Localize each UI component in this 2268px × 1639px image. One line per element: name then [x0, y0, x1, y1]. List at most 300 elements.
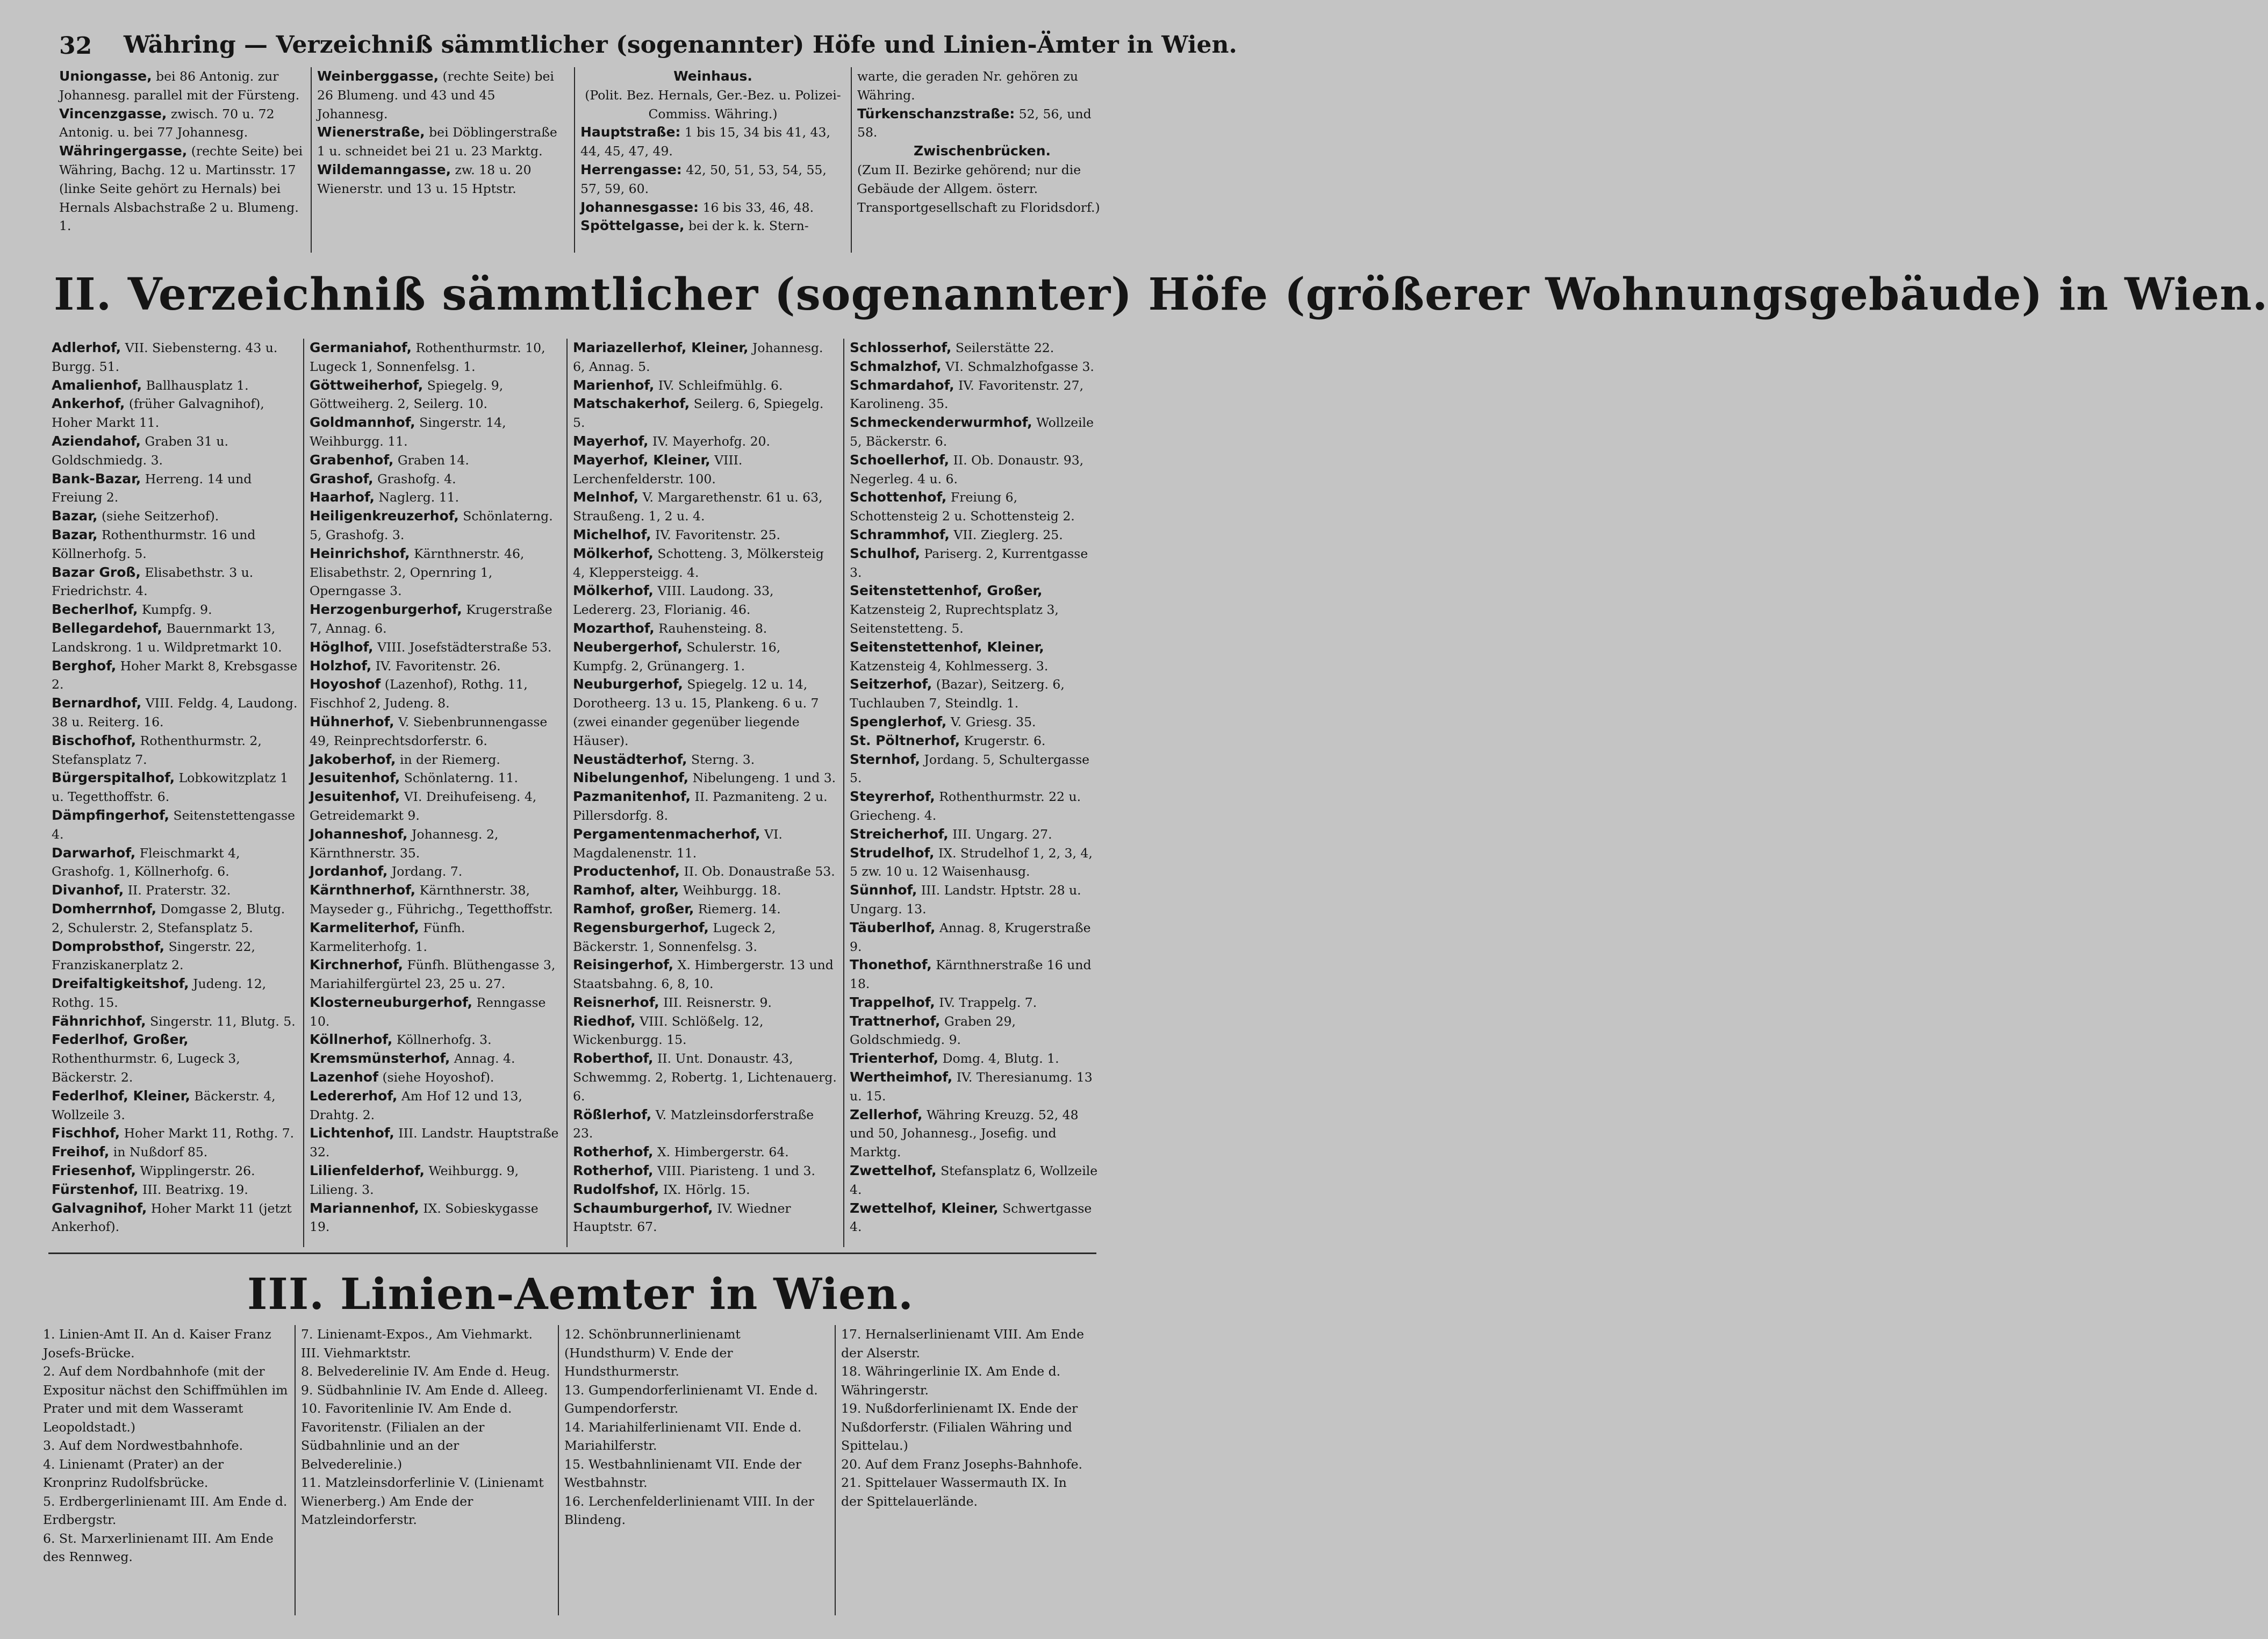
entry — [59, 67, 305, 105]
entry-name: Friesenhof, — [52, 1163, 136, 1179]
entry-text: IV. Mayerhofg. 20. — [652, 433, 770, 449]
entry — [580, 67, 845, 86]
entry-text: Fleischmarkt 4, Grashofg. 1, Köllnerhofg. 6. — [52, 845, 240, 879]
entry-text: Weihburgg. 18. — [683, 883, 781, 898]
entry — [573, 619, 838, 638]
entry-text: Johannesg. 6, Annag. 5. — [573, 340, 823, 374]
entry-name: Galvagnihof, — [52, 1200, 147, 1216]
page-header — [59, 31, 1237, 69]
entry-name: Jesuitenhof, — [310, 770, 400, 786]
entry — [52, 881, 298, 900]
entry-name: Türkenschanzstraße: — [857, 105, 1015, 121]
entry-text: II. Praterstr. 32. — [127, 883, 231, 898]
entry-text: (Lazenhof), Rothg. 11, Fischhof 2, Judeng. 8. — [310, 677, 528, 711]
entry — [850, 732, 1100, 750]
entry — [573, 750, 838, 769]
entry-name: Trappelhof, — [850, 994, 935, 1010]
entry — [310, 600, 561, 638]
entry — [573, 919, 838, 956]
entry-text: Schönlaterng. 5, Grashofg. 3. — [310, 509, 553, 542]
line-office-entry: 5. Erdbergerlinienamt III. Am Ende d. Erdbergstr. — [43, 1493, 288, 1527]
entry-text: Rothenthurmstr. 2, Stefansplatz 7. — [52, 733, 262, 767]
line-office-entry: 10. Favoritenlinie IV. Am Ende d. Favoritenstr. (Filialen an der Südbahnlinie und an der Belvederelinie.) — [301, 1401, 512, 1472]
entry-name: Johanneshof, — [310, 826, 408, 842]
entry-text: Bauernmarkt 13, Landskrong. 1 u. Wildpretmarkt 10. — [52, 620, 282, 655]
entry — [52, 732, 298, 769]
entry-text: Rothenthurmstr. 6, Lugeck 3, Bäckerstr. 2. — [52, 1051, 240, 1085]
line-office-entry: 15. Westbahnlinienamt VII. Ende der Westbahnstr. — [564, 1456, 802, 1490]
entry — [573, 488, 838, 526]
entry — [310, 339, 561, 376]
entry — [573, 1049, 838, 1105]
line-office-entry: 16. Lerchenfelderlinienamt VIII. In der Blindeng. — [564, 1493, 814, 1527]
entry-text: IV. Favoritenstr. 25. — [655, 527, 780, 542]
entry-text: VIII. Josefstädterstraße 53. — [377, 639, 552, 655]
entry-name: Bank-Bazar, — [52, 470, 141, 486]
entry-name: Schrammhof, — [850, 526, 950, 542]
entry-text: V. Siebenbrunnengasse 49, Reinprechtsdorferstr. 6. — [310, 714, 548, 748]
entry-text: Herreng. 14 und Freiung 2. — [52, 471, 252, 505]
entry-name: Karmeliterhof, — [310, 919, 419, 935]
entry — [52, 526, 298, 563]
entry-text: VIII. Piaristeng. 1 und 3. — [657, 1163, 815, 1179]
entry — [573, 545, 838, 582]
entry-text: (Polit. Bez. Hernals, Ger.-Bez. u. Polizei-Commiss. Währing.) — [585, 87, 841, 121]
entry — [573, 900, 838, 919]
entry — [850, 357, 1100, 376]
entry-text: Rothenthurmstr. 10, Lugeck 1, Sonnenfelsg. 1. — [310, 340, 546, 374]
entry-text: (rechte Seite) bei 26 Blumeng. und 43 und 45 Johannesg. — [317, 69, 554, 121]
entry — [310, 507, 561, 545]
entry-name: Kirchnerhof, — [310, 957, 403, 973]
entry-text: Wollzeile 5, Bäckerstr. 6. — [850, 415, 1094, 449]
entry-text: (Zum II. Bezirke gehörend; nur die Gebäude der Allgem. österr. Transportgesellschaft zu Floridsdorf.) — [857, 162, 1100, 215]
entry — [857, 161, 1107, 217]
entry-text: (früher Galvagnihof), Hoher Markt 11. — [52, 396, 264, 431]
entry-text: Schotteng. 3, Mölkersteig 4, Kleppersteigg. 4. — [573, 546, 824, 580]
entry-name: Germaniahof, — [310, 340, 412, 355]
entry-name: Zwettelhof, Kleiner, — [850, 1200, 999, 1216]
entry — [310, 675, 561, 713]
entry-name: Jakoberhof, — [310, 751, 396, 767]
entry-name: Bazar, — [52, 508, 98, 524]
entry — [573, 675, 838, 750]
entry — [850, 844, 1100, 882]
entry — [310, 638, 561, 657]
entry-name: Fähnrichhof, — [52, 1013, 146, 1029]
entry-text: Singerstr. 14, Weihburgg. 11. — [310, 415, 506, 449]
entry — [573, 376, 838, 395]
entry-text: Ballhausplatz 1. — [146, 377, 249, 393]
page-number: 32 — [59, 32, 92, 60]
column-2 — [304, 339, 568, 1247]
entry-text: Nibelungeng. 1 und 3. — [692, 770, 836, 786]
entry-name: Fischhof, — [52, 1125, 120, 1141]
entry-text: VII. Siebensterng. 43 u. Burgg. 51. — [52, 340, 278, 374]
entry-name: Schottenhof, — [850, 489, 947, 505]
column-4 — [844, 339, 1105, 1247]
entry — [573, 1199, 838, 1237]
entry-name: Mölkerhof, — [573, 545, 654, 561]
entry — [52, 470, 298, 507]
entry-name: Michelhof, — [573, 526, 651, 542]
entry-name: Becherlhof, — [52, 602, 138, 618]
entry-name: Lilienfelderhof, — [310, 1163, 425, 1179]
entry — [850, 713, 1100, 732]
entry-name: Aziendahof, — [52, 433, 141, 449]
line-office-entry: 9. Südbahnlinie IV. Am Ende d. Alleeg. — [301, 1382, 548, 1398]
entry-name: Schmalzhof, — [850, 358, 942, 374]
entry-text: VIII. Lerchenfelderstr. 100. — [573, 452, 743, 486]
entry-text: Judeng. 12, Rothg. 15. — [52, 976, 267, 1010]
entry-text: Seilerstätte 22. — [955, 340, 1054, 355]
entry-name: St. Pöltnerhof, — [850, 732, 960, 748]
entry-text: II. Pazmaniteng. 2 u. Pillersdorfg. 8. — [573, 789, 828, 823]
line-office-entry: 2. Auf dem Nordbahnhofe (mit der Expositur nächst den Schiffmühlen im Prater und mit dem Wasseramt Leopoldstadt.) — [43, 1364, 288, 1435]
entry-text: X. Himbergerstr. 13 und Staatsbahng. 6, 8, 10. — [573, 957, 834, 992]
entry-name: Hauptstraße: — [580, 124, 681, 140]
entry-name: Ramhof, großer, — [573, 900, 694, 917]
entry — [52, 806, 298, 844]
entry — [573, 451, 838, 489]
entry — [850, 1199, 1100, 1237]
entry — [310, 451, 561, 470]
entry — [310, 1049, 561, 1068]
entry — [310, 713, 561, 750]
entry — [573, 1180, 838, 1199]
entry-text: II. Ob. Donaustraße 53. — [684, 864, 835, 879]
entry — [310, 862, 561, 881]
entry-text: (Bazar), Seitzerg. 6, Tuchlauben 7, Steindlg. 1. — [850, 677, 1065, 711]
entry — [573, 788, 838, 825]
entry-text: Riemerg. 14. — [698, 901, 781, 917]
entry — [52, 657, 298, 695]
entry — [52, 563, 298, 601]
entry-text: Renngasse 10. — [310, 994, 546, 1029]
entry — [310, 1087, 561, 1125]
entry-name: Spenglerhof, — [850, 713, 947, 729]
entry-name: Marienhof, — [573, 377, 655, 393]
entry-text: Seilerg. 6, Spiegelg. 5. — [573, 396, 824, 431]
entry-text: Spiegelg. 9, Göttweiherg. 2, Seilerg. 10. — [310, 377, 504, 412]
entry — [580, 123, 845, 161]
entry-name: Mayerhof, — [573, 433, 649, 449]
entry-name: Sternhof, — [850, 751, 921, 767]
entry-text: Johannesg. 2, Kärnthnerstr. 35. — [310, 826, 499, 861]
entry — [52, 844, 298, 882]
entry-text: V. Griesg. 35. — [950, 714, 1036, 729]
entry-name: Grashof, — [310, 470, 374, 486]
entry — [52, 376, 298, 395]
entry — [310, 470, 561, 489]
entry-text: Singerstr. 11, Blutg. 5. — [150, 1013, 296, 1029]
entry-name: Täuberlhof, — [850, 919, 936, 935]
entry-text: 42, 50, 51, 53, 54, 55, 57, 59, 60. — [580, 162, 827, 196]
entry-name: Jesuitenhof, — [310, 789, 400, 805]
entry-text: X. Himbergerstr. 64. — [657, 1144, 789, 1160]
entry-text: Kärnthnerstr. 38, Mayseder g., Führichg., Tegetthoffstr. — [310, 883, 553, 917]
entry-text: IX. Strudelhof 1, 2, 3, 4, 5 zw. 10 u. 12 Waisenhausg. — [850, 845, 1093, 879]
entry-name: Freihof, — [52, 1144, 110, 1160]
entry-name: Reisingerhof, — [573, 957, 674, 973]
entry-name: Mariannenhof, — [310, 1200, 419, 1216]
entry — [580, 86, 845, 124]
entry-name: Uniongasse, — [59, 68, 152, 84]
entry-text: III. Ungarg. 27. — [952, 826, 1052, 842]
entry-text: Wipplingerstr. 26. — [140, 1163, 255, 1179]
entry — [310, 956, 561, 993]
entry-name: Fürstenhof, — [52, 1181, 139, 1197]
entry-text: 52, 56, und 58. — [857, 106, 1092, 140]
entry — [573, 339, 838, 376]
entry-name: Streicherhof, — [850, 826, 949, 842]
entry — [850, 993, 1100, 1012]
entry-text: Jordang. 5, Schultergasse 5. — [850, 751, 1090, 786]
entry-text: Lugeck 2, Bäckerstr. 1, Sonnenfelsg. 3. — [573, 920, 776, 954]
entry — [850, 638, 1100, 676]
entry-name: Matschakerhof, — [573, 396, 690, 412]
entry-text: IV. Favoritenstr. 27, Karolineng. 35. — [850, 377, 1084, 412]
entry-text: Domg. 4, Blutg. 1. — [942, 1051, 1059, 1067]
entry-text: zwisch. 70 u. 72 Antonig. u. bei 77 Johannesg. — [59, 106, 275, 140]
entry — [310, 657, 561, 676]
subheading: Weinhaus. — [673, 68, 752, 84]
entry — [573, 993, 838, 1012]
entry-text: VIII. Laudong. 33, Ledererg. 23, Florianig. 46. — [573, 583, 774, 618]
entry — [52, 1087, 298, 1125]
entry-name: Klosterneuburgerhof, — [310, 994, 472, 1010]
entry-name: Ledererhof, — [310, 1087, 398, 1104]
entry — [310, 769, 561, 788]
entry — [573, 825, 838, 863]
entry — [573, 1162, 838, 1180]
entry-text: (siehe Seitzerhof). — [101, 509, 219, 524]
entry-text: VIII. Feldg. 4, Laudong. 38 u. Reiterg. 16. — [52, 696, 298, 729]
entry — [850, 1012, 1100, 1050]
entry — [52, 395, 298, 432]
entry — [52, 769, 298, 806]
entry — [850, 488, 1100, 526]
entry — [573, 862, 838, 881]
section-2-title: II. Verzeichniß sämmtlicher (sogenannter) Höfe (größerer Wohnungsgebäude) in Wien. — [54, 269, 2268, 320]
entry-name: Bischofhof, — [52, 732, 137, 748]
entry-text: bei der k. k. Stern- — [688, 218, 809, 234]
entry-name: Johannesgasse: — [580, 199, 699, 215]
entry — [52, 1012, 298, 1031]
entry-name: Bazar, — [52, 526, 98, 542]
entry-text: Graben 29, Goldschmiedg. 9. — [850, 1013, 1016, 1048]
running-head: Währing — Verzeichniß sämmtlicher (sogenannter) Höfe und Linien-Ämter in Wien. — [124, 31, 1237, 59]
entry-name: Schmardahof, — [850, 377, 954, 393]
entry — [850, 919, 1100, 956]
line-office-entry: 14. Mariahilferlinienamt VII. Ende d. Mariahilferstr. — [564, 1419, 802, 1453]
entry — [850, 339, 1100, 357]
entry — [59, 105, 305, 142]
entry-text: 16 bis 33, 46, 48. — [702, 199, 814, 215]
entry — [857, 67, 1107, 105]
entry-text: Katzensteig 2, Ruprechtsplatz 3, Seitenstetteng. 5. — [850, 602, 1059, 636]
entry-name: Divanhof, — [52, 882, 124, 898]
entry-name: Lazenhof — [310, 1069, 378, 1085]
entry-text: Elisabethstr. 3 u. Friedrichstr. 4. — [52, 564, 254, 599]
line-office-entry: 6. St. Marxerlinienamt III. Am Ende des Rennweg. — [43, 1530, 274, 1564]
entry — [52, 432, 298, 470]
line-offices-section — [43, 1325, 1096, 1615]
entry — [52, 619, 298, 657]
entry — [317, 123, 569, 161]
entry-name: Bernardhof, — [52, 695, 142, 711]
entry-name: Federlhof, Großer, — [52, 1032, 189, 1048]
column-2 — [296, 1325, 559, 1615]
entry-name: Domprobsthof, — [52, 938, 165, 954]
entry-text: (rechte Seite) bei Währing, Bachg. 12 u. Martinsstr. 17 (linke Seite gehört zu Hernals) bei Hernals Alsbachstraße 2 u. Blumeng. 1. — [59, 144, 303, 234]
entry-name: Grabenhof, — [310, 452, 394, 468]
entry-name: Darwarhof, — [52, 844, 136, 861]
entry-name: Mölkerhof, — [573, 583, 654, 599]
entry — [317, 67, 569, 123]
entry-name: Adlerhof, — [52, 340, 121, 355]
entry-text: VI. Magdalenenstr. 11. — [573, 826, 783, 861]
entry-name: Mayerhof, Kleiner, — [573, 452, 710, 468]
entry-text: IV. Wiedner Hauptstr. 67. — [573, 1200, 791, 1235]
entry — [857, 105, 1107, 142]
entry-text: IV. Schleifmühlg. 6. — [658, 377, 783, 393]
entry-name: Schulhof, — [850, 545, 920, 561]
entry-name: Wildemanngasse, — [317, 161, 451, 177]
entry-text: Schönlaterng. 11. — [404, 770, 518, 786]
entry-name: Mariazellerhof, Kleiner, — [573, 340, 749, 355]
entry-name: Seitenstettenhof, Kleiner, — [850, 639, 1044, 655]
line-office-entry: 11. Matzleinsdorferlinie V. (Linienamt Wienerberg.) Am Ende der Matzleindorferstr. — [301, 1475, 544, 1527]
courts-section — [52, 339, 1105, 1247]
entry — [850, 1049, 1100, 1068]
entry-name: Amalienhof, — [52, 377, 142, 393]
entry — [850, 451, 1100, 489]
entry-name: Thonethof, — [850, 957, 932, 973]
entry — [310, 825, 561, 863]
entry — [573, 638, 838, 676]
entry — [52, 1180, 298, 1199]
entry-name: Holzhof, — [310, 657, 372, 674]
entry-text: Weihburgg. 9, Lilieng. 3. — [310, 1163, 519, 1197]
entry-text: Sterng. 3. — [691, 751, 755, 767]
entry — [52, 937, 298, 975]
line-office-entry: 12. Schönbrunnerlinienamt (Hundsthurm) V. Ende der Hundsthurmerstr. — [564, 1327, 741, 1379]
entry — [850, 750, 1100, 788]
entry-text: VI. Dreihufeiseng. 4, Getreidemarkt 9. — [310, 789, 537, 823]
entry — [52, 900, 298, 937]
entry — [573, 881, 838, 900]
column-1 — [59, 67, 312, 253]
entry-text: Kumpfg. 9. — [141, 602, 212, 618]
entry-text: Stefansplatz 6, Wollzeile 4. — [850, 1163, 1098, 1197]
entry-name: Rotherhof, — [573, 1144, 654, 1160]
entry — [850, 582, 1100, 638]
entry — [310, 881, 561, 919]
entry-name: Herrengasse: — [580, 161, 682, 177]
entry-text: Naglerg. 11. — [378, 490, 460, 505]
entry-name: Rudolfshof, — [573, 1181, 659, 1197]
entry-text: VI. Schmalzhofgasse 3. — [945, 359, 1094, 374]
entry — [850, 545, 1100, 582]
entry-name: Haarhof, — [310, 489, 375, 505]
entry — [52, 975, 298, 1012]
entry-text: VII. Zieglerg. 25. — [953, 527, 1063, 542]
entry-name: Kremsmünsterhof, — [310, 1050, 450, 1067]
line-office-entry: 20. Auf dem Franz Josephs-Bahnhofe. — [841, 1456, 1082, 1472]
entry — [310, 488, 561, 507]
entry-text: in der Riemerg. — [399, 751, 500, 767]
entry-name: Dreifaltigkeitshof, — [52, 976, 189, 992]
line-office-entry: 19. Nußdorferlinienamt IX. Ende der Nußdorferstr. (Filialen Währing und Spittelau.) — [841, 1401, 1078, 1453]
entry-text: III. Landstr. Hptstr. 28 u. Ungarg. 13. — [850, 883, 1081, 917]
entry-name: Weinberggasse, — [317, 68, 439, 84]
entry-text: Kärnthnerstraße 16 und 18. — [850, 957, 1092, 992]
entry — [573, 432, 838, 451]
entry-name: Heinrichshof, — [310, 545, 410, 561]
column-1 — [52, 339, 304, 1247]
entry — [850, 1162, 1100, 1199]
entry — [52, 694, 298, 732]
entry-name: Pergamentenmacherhof, — [573, 826, 760, 842]
entry-name: Hoyoshof — [310, 676, 381, 692]
entry-name: Lichtenhof, — [310, 1125, 394, 1141]
entry — [310, 919, 561, 956]
line-office-entry: 7. Linienamt-Expos., Am Viehmarkt. III. Viehmarktstr. — [301, 1327, 533, 1361]
entry — [310, 750, 561, 769]
entry-text: Schulerstr. 16, Kumpfg. 2, Grünangerg. 1. — [573, 639, 781, 674]
entry-name: Wertheimhof, — [850, 1069, 953, 1085]
entry-name: Zellerhof, — [850, 1106, 923, 1122]
entry — [52, 1030, 298, 1086]
entry — [850, 376, 1100, 414]
entry — [310, 545, 561, 600]
entry-text: III. Landstr. Hauptstraße 32. — [310, 1126, 559, 1160]
subheading: Zwischenbrücken. — [913, 143, 1051, 159]
entry — [52, 339, 298, 376]
section-3-title: III. Linien-Aemter in Wien. — [247, 1269, 914, 1319]
entry-name: Productenhof, — [573, 863, 680, 879]
entry-text: Spiegelg. 12 u. 14, Dorotheerg. 13 u. 15, Plankeng. 6 u. 7 (zwei einander gegenüber liegende Häuser). — [573, 677, 819, 748]
entry — [310, 1199, 561, 1237]
entry-text: 1 bis 15, 34 bis 41, 43, 44, 45, 47, 49. — [580, 125, 830, 159]
entry-name: Köllnerhof, — [310, 1032, 393, 1048]
entry-name: Riedhof, — [573, 1013, 636, 1029]
line-office-entry: 4. Linienamt (Prater) an der Kronprinz Rudolfsbrücke. — [43, 1456, 224, 1490]
entry-text: Freiung 6, Schottensteig 2 u. Schottensteig 2. — [850, 490, 1075, 524]
entry — [850, 956, 1100, 993]
entry-name: Herzogenburgerhof, — [310, 602, 462, 618]
entry-text: in Nußdorf 85. — [113, 1144, 208, 1160]
entry-name: Goldmannhof, — [310, 414, 415, 431]
entry-name: Ankerhof, — [52, 396, 125, 412]
entry — [52, 1124, 298, 1143]
entry-name: Nibelungenhof, — [573, 770, 689, 786]
entry-text: Jordang. 7. — [391, 864, 463, 879]
entry-text: II. Unt. Donaustr. 43, Schwemmg. 2, Robertg. 1, Lichtenauerg. 6. — [573, 1051, 837, 1104]
column-4 — [836, 1325, 1096, 1615]
entry-text: Annag. 8, Krugerstraße 9. — [850, 920, 1091, 954]
entry-name: Federlhof, Kleiner, — [52, 1087, 190, 1104]
entry-name: Steyrerhof, — [850, 789, 935, 805]
entry-name: Strudelhof, — [850, 844, 935, 861]
column-4 — [852, 67, 1113, 253]
section-divider — [48, 1252, 1096, 1254]
entry — [850, 881, 1100, 919]
entry-name: Seitenstettenhof, Großer, — [850, 583, 1043, 599]
column-2 — [312, 67, 575, 253]
line-office-entry: 18. Währingerlinie IX. Am Ende d. Währingerstr. — [841, 1364, 1061, 1398]
